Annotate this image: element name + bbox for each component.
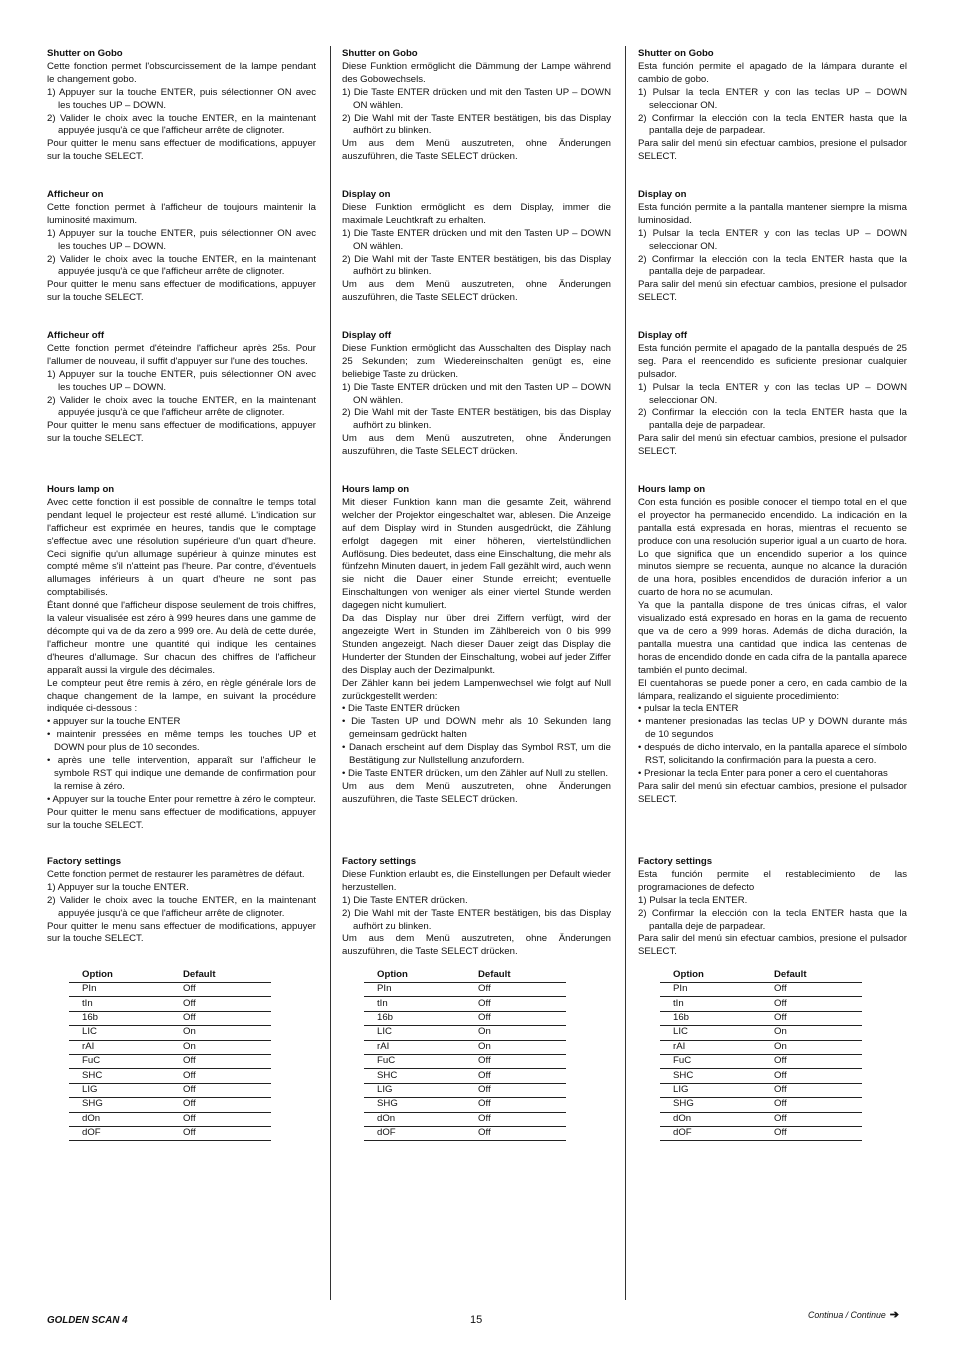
default-cell: Off (170, 1112, 271, 1126)
option-cell: dOn (364, 1112, 465, 1126)
exit-note: Para salir del menú sin efectuar cambios, presione el pulsador SELECT. (638, 138, 907, 163)
header-default: Default (465, 969, 566, 983)
option-cell: SHC (660, 1069, 761, 1083)
option-cell: LIC (69, 1026, 170, 1040)
default-cell: Off (170, 1069, 271, 1083)
default-cell: Off (465, 1126, 566, 1140)
table-row (69, 1126, 271, 1140)
option-cell: SHG (69, 1098, 170, 1112)
step-1: 1) Die Taste ENTER drücken und mit den Tasten UP – DOWN ON wählen. (342, 86, 611, 111)
table-row (364, 983, 566, 997)
table-row (660, 1083, 862, 1097)
bullet-2: • Die Tasten UP und DOWN mehr als 10 Sekunden lang gemeinsam gedrückt halten (342, 716, 611, 741)
section-display-on (342, 189, 611, 305)
step-2: 2) Die Wahl mit der Taste ENTER bestätigen, bis das Display aufhört zu blinken. (342, 112, 611, 137)
step-1: 1) Die Taste ENTER drücken. (342, 894, 468, 906)
option-cell: tIn (660, 997, 761, 1011)
default-cell: Off (465, 1083, 566, 1097)
table-row (660, 997, 862, 1011)
exit-note: Para salir del menú sin efectuar cambios, presione el pulsador SELECT. (638, 933, 907, 958)
option-cell: SHC (69, 1069, 170, 1083)
default-cell: Off (761, 1112, 862, 1126)
section-shutter-on-gobo (342, 48, 611, 164)
exit-note: Pour quitter le menu sans effectuer de modifications, appuyer sur la touche SELECT. (47, 920, 316, 945)
header-option: Option (660, 969, 761, 983)
section-title: Factory settings (342, 856, 417, 867)
column-divider-2 (625, 46, 626, 1300)
table-row (69, 1040, 271, 1054)
step-2: 2) Confirmar la elección con la tecla ENTER hasta que la pantalla deje de parpadear. (638, 112, 907, 137)
table-row (69, 983, 271, 997)
bullet-4: • Die Taste ENTER drücken, um den Zähler auf Null zu stellen. (342, 767, 609, 779)
default-cell: Off (170, 1011, 271, 1025)
option-cell: tIn (364, 997, 465, 1011)
paragraph-1: Con esta función es posible conocer el tiempo total en el que el proyector ha permanecido encendido. La indicación en la pantalla está expresada en horas, mientras el recuento se produce con una resolución superior igual a un cuarto de hora. Lo que significa que un encendido superior a los quince minutos siempre se recuenta, aunque no alcance la duración de una hora, posibles encendidos de duración inferior a un cuarto de hora no se acumulan. (638, 496, 907, 599)
option-cell: dOF (660, 1126, 761, 1140)
default-cell: On (170, 1040, 271, 1054)
section-title: Factory settings (638, 856, 713, 867)
default-cell: Off (761, 983, 862, 997)
paragraph-2: Étant donné que l'afficheur dispose seulement de trois chiffres, la valeur visualisée est zéro à 999 heures dans une gamme de décompte qui va de da zero a 999 ore. Au delà de cette durée, l'afficheur montre une quantité qui indique les centaines d'heures d'allumage. Sur chacun des chiffres de l'afficheur apparaît aussi la virgule des décimales. (47, 600, 316, 676)
section-intro: Esta función permite el apagado de la pantalla después de 25 seg. Para el reencendido es suficiente presionar cualquier pulsador. (638, 342, 907, 380)
bullet-2: • maintenir pressées en même temps les touches UP et DOWN pour plus de 10 secondes. (47, 729, 316, 754)
step-2: 2) Valider le choix avec la touche ENTER, en la maintenant appuyée jusqu'à ce que l'afficheur arrête de clignoter. (47, 394, 316, 419)
step-1: 1) Pulsar la tecla ENTER y con las teclas UP – DOWN seleccionar ON. (638, 381, 907, 406)
exit-note: Um aus dem Menü auszutreten, ohne Änderungen auszuführen, die Taste SELECT drücken. (342, 933, 611, 958)
step-1: 1) Appuyer sur la touche ENTER, puis sélectionner ON avec les touches UP – DOWN. (47, 368, 316, 393)
option-cell: LIC (660, 1026, 761, 1040)
bullet-3: • après une telle intervention, apparaît sur l'afficheur le symbole RST qui indique une demande de confirmation pour la remise à zéro. (47, 755, 316, 792)
step-1: 1) Pulsar la tecla ENTER y con las teclas UP – DOWN seleccionar ON. (638, 86, 907, 111)
section-hours-lamp-on (638, 484, 907, 807)
section-title: Hours lamp on (638, 484, 706, 495)
exit-note: Para salir del menú sin efectuar cambios, presione el pulsador SELECT. (638, 780, 907, 805)
header-option: Option (69, 969, 170, 983)
option-cell: tIn (69, 997, 170, 1011)
table-row (660, 983, 862, 997)
option-cell: dOn (660, 1112, 761, 1126)
step-1: 1) Appuyer sur la touche ENTER, puis sélectionner ON avec les touches UP – DOWN. (47, 227, 316, 252)
table-row (364, 1011, 566, 1025)
table-row (364, 1083, 566, 1097)
bullet-1: • pulsar la tecla ENTER (638, 703, 739, 715)
exit-note: Pour quitter le menu sans effectuer de modifications, appuyer sur la touche SELECT. (47, 279, 316, 304)
section-title: Display on (638, 189, 687, 200)
option-cell: 16b (69, 1011, 170, 1025)
exit-note: Pour quitter le menu sans effectuer de modifications, appuyer sur la touche SELECT. (47, 138, 316, 163)
exit-note: Um aus dem Menü auszutreten, ohne Änderungen auszuführen, die Taste SELECT drücken. (342, 279, 611, 304)
section-shutter-on-gobo (638, 48, 907, 164)
page-number: 15 (470, 1314, 483, 1326)
default-cell: Off (170, 997, 271, 1011)
section-hours-lamp-on (47, 484, 316, 832)
bullet-1: • Die Taste ENTER drücken (342, 703, 460, 715)
arrow-right-icon: ➔ (889, 1309, 899, 1321)
default-cell: Off (465, 997, 566, 1011)
default-cell: Off (170, 1083, 271, 1097)
table-header-row (364, 969, 566, 983)
step-2: 2) Die Wahl mit der Taste ENTER bestätigen, bis das Display aufhört zu blinken. (342, 253, 611, 278)
section-hours-lamp-on (342, 484, 611, 807)
table-row (660, 1098, 862, 1112)
bullet-3: • después de dicho intervalo, en la pantalla aparece el símbolo RST, solicitando la confirmación para la puesta a cero. (638, 742, 907, 767)
section-title: Shutter on Gobo (342, 48, 418, 59)
default-cell: On (170, 1026, 271, 1040)
section-title: Display off (638, 330, 688, 341)
table-header-row (69, 969, 271, 983)
step-2: 2) Valider le choix avec la touche ENTER, en la maintenant appuyée jusqu'à ce que l'afficheur arrête de clignoter. (47, 112, 316, 137)
default-cell: Off (761, 1054, 862, 1068)
continue-note (808, 1309, 899, 1322)
default-cell: On (761, 1040, 862, 1054)
section-factory-settings (47, 856, 316, 946)
option-cell: FuC (364, 1054, 465, 1068)
paragraph-3: El cuentahoras se puede poner a cero, en cada cambio de la lámpara, realizando el siguiente procedimiento: (638, 677, 907, 702)
step-1: 1) Appuyer sur la touche ENTER, puis sélectionner ON avec les touches UP – DOWN. (47, 86, 316, 111)
exit-note: Um aus dem Menü auszutreten, ohne Änderungen auszuführen, die Taste SELECT drücken. (342, 780, 611, 805)
table-row (660, 1112, 862, 1126)
table-row (660, 1011, 862, 1025)
table-row (660, 1126, 862, 1140)
section-factory-settings (638, 856, 907, 959)
bullet-4: • Presionar la tecla Enter para poner a cero el cuentahoras (638, 767, 888, 779)
table-row (364, 1040, 566, 1054)
section-intro: Esta función permite el restablecimiento de las programaciones de defecto (638, 868, 907, 893)
product-name: GOLDEN SCAN 4 (47, 1315, 128, 1326)
section-intro: Cette fonction permet de restaurer les paramètres de défaut. (47, 868, 305, 880)
table-row (69, 1011, 271, 1025)
paragraph-2: Da das Display nur über drei Ziffern verfügt, wird der angezeigte Wert in Stunden im Zählbereich von 0 bis 999 Stunden angezeigt. Nach dieser Dauer zeigt das Display die Hunderter der Stunden der Einschaltung, wobei auf jeder Ziffer des Display auch der Dezimalpunkt. (342, 613, 611, 676)
table-row (660, 1054, 862, 1068)
section-intro: Diese Funktion ermöglicht die Dämmung der Lampe während des Gobowechsels. (342, 60, 611, 85)
paragraph-1: Mit dieser Funktion kann man die gesamte Zeit, während welcher der Projektor eingeschaltet war, ablesen. Die Anzeige auf dem Display wird in Stunden ausgedrückt, die Zählung erfolgt dagegen mit einer höheren, viertelstündlichen Auflösung. Dies bedeutet, dass eine Einschaltung, die mehr als fünfzehn Minuten dauert, in jedem Fall gezählt wird, auch wenn sie nicht die Dauer einer Stunde erreicht; eventuelle Einschaltungen von weniger als einer viertel Stunde werden dagegen nicht kumuliert. (342, 496, 611, 612)
option-cell: rAI (364, 1040, 465, 1054)
option-cell: rAI (660, 1040, 761, 1054)
step-2: 2) Die Wahl mit der Taste ENTER bestätigen, bis das Display aufhört zu blinken. (342, 907, 611, 932)
section-display-off (47, 330, 316, 446)
exit-note: Pour quitter le menu sans effectuer de modifications, appuyer sur la touche SELECT. (47, 806, 316, 831)
section-title: Hours lamp on (47, 484, 115, 495)
step-2: 2) Confirmar la elección con la tecla ENTER hasta que la pantalla deje de parpadear. (638, 253, 907, 278)
table-row (364, 1098, 566, 1112)
options-table (69, 969, 271, 1141)
table-row (69, 1026, 271, 1040)
option-cell: FuC (69, 1054, 170, 1068)
default-cell: Off (465, 1112, 566, 1126)
section-title: Shutter on Gobo (47, 48, 123, 59)
step-1: 1) Pulsar la tecla ENTER. (638, 894, 748, 906)
exit-note: Para salir del menú sin efectuar cambios, presione el pulsador SELECT. (638, 433, 907, 458)
step-1: 1) Die Taste ENTER drücken und mit den Tasten UP – DOWN ON wählen. (342, 227, 611, 252)
section-display-on (47, 189, 316, 305)
option-cell: dOF (69, 1126, 170, 1140)
default-cell: Off (465, 1098, 566, 1112)
default-cell: Off (761, 1083, 862, 1097)
options-table (660, 969, 862, 1141)
section-title: Display on (342, 189, 391, 200)
step-2: 2) Die Wahl mit der Taste ENTER bestätigen, bis das Display aufhört zu blinken. (342, 407, 611, 432)
option-cell: PIn (660, 983, 761, 997)
section-intro: Diese Funktion erlaubt es, die Einstellungen per Default wieder herzustellen. (342, 868, 611, 893)
section-shutter-on-gobo (47, 48, 316, 164)
default-cell: Off (170, 1054, 271, 1068)
exit-note: Pour quitter le menu sans effectuer de modifications, appuyer sur la touche SELECT. (47, 420, 316, 445)
table-row (364, 1026, 566, 1040)
option-cell: PIn (364, 983, 465, 997)
step-1: 1) Pulsar la tecla ENTER y con las teclas UP – DOWN seleccionar ON. (638, 227, 907, 252)
table-row (69, 1054, 271, 1068)
option-cell: dOF (364, 1126, 465, 1140)
step-2: 2) Valider le choix avec la touche ENTER, en la maintenant appuyée jusqu'à ce que l'afficheur arrête de clignoter. (47, 253, 316, 278)
paragraph-3: Der Zähler kann bei jedem Lampenwechsel wie folgt auf Null zurückgestellt werden: (342, 677, 611, 702)
continue-label: Continua / Continue (808, 1310, 886, 1320)
default-cell: Off (465, 1011, 566, 1025)
default-cell: Off (761, 1126, 862, 1140)
bullet-4: • Appuyer sur la touche Enter pour remettre à zéro le compteur. (47, 793, 316, 805)
default-cell: On (761, 1026, 862, 1040)
table-row (69, 997, 271, 1011)
default-cell: On (465, 1026, 566, 1040)
bullet-3: • Danach erscheint auf dem Display das Symbol RST, um die Bestätigung zur Nullstellung anzufordern. (342, 742, 611, 767)
default-cell: Off (761, 1011, 862, 1025)
table-header-row (660, 969, 862, 983)
table-row (364, 1069, 566, 1083)
paragraph-2: Ya que la pantalla dispone de tres únicas cifras, el valor visualizado está expresado en horas en la gama de recuento que va de cero a 999 horas. Además de dicha duración, la pantalla muestra una cantidad que indica las centenas de horas de encendido donde en cada cifra de la pantalla aparece también el punto decimal. (638, 600, 907, 676)
section-display-on (638, 189, 907, 305)
section-title: Hours lamp on (342, 484, 410, 495)
option-cell: SHC (364, 1069, 465, 1083)
bullet-2: • mantener presionadas las teclas UP y DOWN durante más de 10 segundos (638, 716, 907, 741)
option-cell: 16b (364, 1011, 465, 1025)
header-default: Default (170, 969, 271, 983)
default-cell: Off (465, 1054, 566, 1068)
header-default: Default (761, 969, 862, 983)
step-2: 2) Confirmar la elección con la tecla ENTER hasta que la pantalla deje de parpadear. (638, 907, 907, 932)
default-cell: Off (465, 983, 566, 997)
table-row (364, 1112, 566, 1126)
section-display-off (638, 330, 907, 459)
default-cell: Off (170, 1098, 271, 1112)
paragraph-1: Avec cette fonction il est possible de connaître le temps total pendant lequel le projecteur est resté allumé. L'indication sur l'afficheur est exprimée en heures, tandis que le comptage s'effectue avec une résolution supérieure d'un quart d'heure. Ceci signifie qu'un allumage supérieur à quinze minutes est compté même s'il n'atteint pas l'heure. Par contre, d'éventuels allumages inférieurs à un quart d'heure ne sont pas comptabilisés. (47, 496, 316, 599)
section-display-off (342, 330, 611, 459)
options-table (364, 969, 566, 1141)
section-title: Afficheur off (47, 330, 105, 341)
option-cell: dOn (69, 1112, 170, 1126)
section-title: Shutter on Gobo (638, 48, 714, 59)
section-title: Factory settings (47, 856, 122, 867)
default-cell: Off (170, 1126, 271, 1140)
option-cell: LIG (660, 1083, 761, 1097)
option-cell: SHG (364, 1098, 465, 1112)
default-cell: On (465, 1040, 566, 1054)
option-cell: 16b (660, 1011, 761, 1025)
default-cell: Off (465, 1069, 566, 1083)
header-option: Option (364, 969, 465, 983)
option-cell: LIG (364, 1083, 465, 1097)
bullet-1: • appuyer sur la touche ENTER (47, 716, 181, 728)
step-2: 2) Valider le choix avec la touche ENTER, en la maintenant appuyée jusqu'à ce que l'afficheur arrête de clignoter. (47, 894, 316, 919)
section-intro: Diese Funktion ermöglicht das Ausschalten des Display nach 25 Sekunden; zum Wiedereinschalten genügt es, eine beliebige Taste zu drücken. (342, 342, 611, 380)
table-row (660, 1026, 862, 1040)
table-row (660, 1069, 862, 1083)
table-row (660, 1040, 862, 1054)
section-intro: Cette fonction permet l'obscurcissement de la lampe pendant le changement gobo. (47, 60, 316, 85)
section-intro: Esta función permite a la pantalla mantener siempre la misma luminosidad. (638, 201, 907, 226)
option-cell: rAI (69, 1040, 170, 1054)
default-cell: Off (761, 997, 862, 1011)
section-title: Afficheur on (47, 189, 104, 200)
default-cell: Off (761, 1098, 862, 1112)
column-divider-1 (330, 46, 331, 1300)
exit-note: Um aus dem Menü auszutreten, ohne Änderungen auszuführen, die Taste SELECT drücken. (342, 433, 611, 458)
default-cell: Off (170, 983, 271, 997)
table-row (69, 1112, 271, 1126)
option-cell: SHG (660, 1098, 761, 1112)
table-row (69, 1069, 271, 1083)
table-row (69, 1098, 271, 1112)
option-cell: LIC (364, 1026, 465, 1040)
section-intro: Cette fonction permet d'éteindre l'afficheur après 25s. Pour l'allumer de nouveau, il suffit d'appuyer sur l'une des touches. (47, 342, 316, 367)
table-row (69, 1083, 271, 1097)
option-cell: LIG (69, 1083, 170, 1097)
section-intro: Diese Funktion ermöglicht es dem Display, immer die maximale Leuchtkraft zu erhalten. (342, 201, 611, 226)
option-cell: FuC (660, 1054, 761, 1068)
section-intro: Cette fonction permet à l'afficheur de toujours maintenir la luminosité maximum. (47, 201, 316, 226)
table-row (364, 997, 566, 1011)
section-factory-settings (342, 856, 611, 959)
exit-note: Para salir del menú sin efectuar cambios, presione el pulsador SELECT. (638, 279, 907, 304)
table-row (364, 1126, 566, 1140)
default-cell: Off (761, 1069, 862, 1083)
step-1: 1) Die Taste ENTER drücken und mit den Tasten UP – DOWN ON wählen. (342, 381, 611, 406)
option-cell: PIn (69, 983, 170, 997)
section-title: Display off (342, 330, 392, 341)
paragraph-3: Le compteur peut être remis à zéro, en règle générale lors de chaque changement de la lampe, en suivant la procédure indiquée ci-dessous : (47, 677, 316, 715)
step-2: 2) Confirmar la elección con la tecla ENTER hasta que la pantalla deje de parpadear. (638, 407, 907, 432)
section-intro: Esta función permite el apagado de la lámpara durante el cambio de gobo. (638, 60, 907, 85)
step-1: 1) Appuyer sur la touche ENTER. (47, 881, 189, 893)
table-row (364, 1054, 566, 1068)
exit-note: Um aus dem Menü auszutreten, ohne Änderungen auszuführen, die Taste SELECT drücken. (342, 138, 611, 163)
